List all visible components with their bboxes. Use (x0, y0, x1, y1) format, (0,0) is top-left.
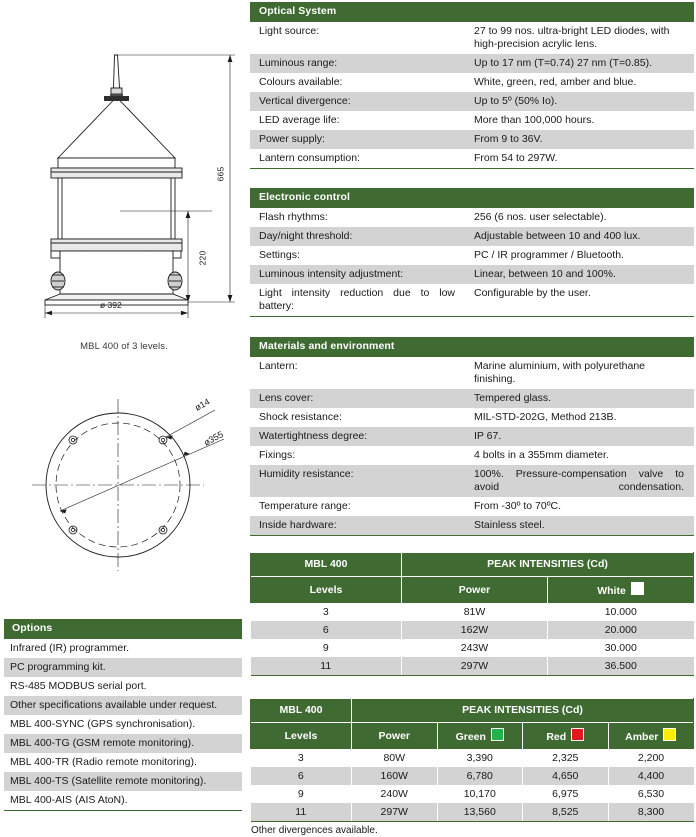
electronic-control-bottom-rule (250, 316, 694, 317)
spec-value: From 9 to 36V. (465, 130, 694, 149)
optical-system-bottom-rule (250, 168, 694, 169)
peak-intensities-header: PEAK INTENSITIES (Cd) (352, 699, 694, 723)
spec-key: Lantern: (250, 357, 465, 389)
cell-white: 10.000 (548, 603, 694, 621)
table-subheader-row (251, 577, 694, 604)
spec-value: 256 (6 nos. user selectable). (465, 208, 694, 227)
optical-system-table (250, 22, 694, 168)
table-row (250, 54, 694, 73)
cell-levels: 6 (251, 767, 352, 785)
table-row (250, 427, 694, 446)
materials-environment-title: Materials and environment (250, 337, 694, 357)
spec-key: Shock resistance: (250, 408, 465, 427)
spec-key: Light intensity reduction due to low battery: (250, 284, 465, 316)
table-row (250, 465, 694, 497)
materials-environment-block (250, 337, 694, 536)
spec-key: Light source: (250, 22, 465, 54)
cell-power: 160W (352, 767, 438, 785)
spec-value: IP 67. (465, 427, 694, 446)
option-item: PC programming kit. (4, 658, 242, 677)
table-row (250, 227, 694, 246)
options-title: Options (4, 619, 242, 639)
spec-value: White, green, red, amber and blue. (465, 73, 694, 92)
spec-value: MIL-STD-202G, Method 213B. (465, 408, 694, 427)
amber-swatch-icon (663, 728, 676, 741)
model-header: MBL 400 (251, 699, 352, 723)
option-item: MBL 400-TS (Satellite remote monitoring). (4, 772, 242, 791)
electronic-control-table (250, 208, 694, 316)
cell-white: 30.000 (548, 639, 694, 657)
spec-key: Flash rhythms: (250, 208, 465, 227)
amber-label: Amber (625, 731, 659, 743)
table-row (250, 92, 694, 111)
spec-value: More than 100,000 hours. (465, 111, 694, 130)
cell-red: 4,650 (523, 767, 609, 785)
levels-header: Levels (251, 577, 402, 604)
cell-power: 297W (352, 803, 438, 822)
table-row (251, 767, 694, 785)
dimension-total-height: 665 (215, 166, 226, 182)
table-row (250, 265, 694, 284)
plan-svg (0, 355, 248, 615)
spec-value: Marine aluminium, with polyurethane finishing. (465, 357, 694, 389)
cell-levels: 9 (251, 639, 402, 657)
white-label: White (597, 585, 626, 597)
green-swatch-icon (491, 728, 504, 741)
spec-key: Luminous range: (250, 54, 465, 73)
spec-key: Lens cover: (250, 389, 465, 408)
dimension-base-diameter: ø 392 (100, 300, 122, 310)
table-row (250, 284, 694, 316)
cell-power: 240W (352, 785, 438, 803)
option-item: RS-485 MODBUS serial port. (4, 677, 242, 696)
model-header: MBL 400 (251, 553, 402, 577)
spec-key: LED average life: (250, 111, 465, 130)
cell-power: 297W (402, 657, 548, 676)
materials-environment-table (250, 357, 694, 535)
cell-amber: 8,300 (608, 803, 694, 822)
dimension-body-height: 220 (197, 250, 208, 266)
elevation-svg (0, 0, 248, 330)
spec-value: From -30º to 70ºC. (465, 497, 694, 516)
table-row (250, 246, 694, 265)
white-header (548, 577, 694, 604)
cell-amber: 2,200 (608, 749, 694, 767)
spec-key: Watertightness degree: (250, 427, 465, 446)
divergences-note: Other divergences available. (251, 825, 378, 836)
green-label: Green (455, 731, 486, 743)
spec-key: Lantern consumption: (250, 149, 465, 168)
cell-green: 3,390 (437, 749, 523, 767)
cell-levels: 3 (251, 749, 352, 767)
table-row (250, 497, 694, 516)
cell-power: 162W (402, 621, 548, 639)
cell-power: 81W (402, 603, 548, 621)
option-item: MBL 400-SYNC (GPS synchronisation). (4, 715, 242, 734)
cell-amber: 6,530 (608, 785, 694, 803)
spec-key: Luminous intensity adjustment: (250, 265, 465, 284)
right-column (248, 0, 696, 836)
table-row (250, 357, 694, 389)
options-box (4, 619, 242, 811)
cell-white: 36.500 (548, 657, 694, 676)
option-item: Infrared (IR) programmer. (4, 639, 242, 658)
option-item: Other specifications available under request. (4, 696, 242, 715)
power-header: Power (352, 723, 438, 750)
cell-amber: 4,400 (608, 767, 694, 785)
table-header-row (251, 699, 694, 723)
table-row (251, 785, 694, 803)
table-row (251, 603, 694, 621)
spec-value: Stainless steel. (465, 516, 694, 535)
table-row (250, 446, 694, 465)
options-bottom-rule (4, 810, 242, 811)
cell-green: 6,780 (437, 767, 523, 785)
table-row (251, 749, 694, 767)
spec-value: Tempered glass. (465, 389, 694, 408)
spec-key: Temperature range: (250, 497, 465, 516)
lantern-plan-drawing (0, 355, 248, 615)
cell-levels: 6 (251, 621, 402, 639)
spec-key: Humidity resistance: (250, 465, 465, 497)
spec-value: From 54 to 297W. (465, 149, 694, 168)
peak-intensities-white-table (250, 552, 694, 676)
figure-caption: MBL 400 of 3 levels. (80, 341, 168, 352)
optical-system-title: Optical System (250, 2, 694, 22)
table-row (251, 639, 694, 657)
red-swatch-icon (571, 728, 584, 741)
spec-key: Power supply: (250, 130, 465, 149)
table-row (250, 130, 694, 149)
option-item: MBL 400-TG (GSM remote monitoring). (4, 734, 242, 753)
cell-levels: 11 (251, 657, 402, 676)
option-item: MBL 400-AIS (AIS AtoN). (4, 791, 242, 810)
spec-key: Inside hardware: (250, 516, 465, 535)
table-row (251, 803, 694, 822)
spec-value: Up to 17 nm (T=0.74) 27 nm (T=0.85). (465, 54, 694, 73)
cell-levels: 3 (251, 603, 402, 621)
spec-key: Colours available: (250, 73, 465, 92)
left-column (0, 0, 248, 821)
cell-power: 80W (352, 749, 438, 767)
spec-value: 4 bolts in a 355mm diameter. (465, 446, 694, 465)
red-header (523, 723, 609, 750)
options-list (4, 639, 242, 810)
table-row (250, 408, 694, 427)
spec-value: PC / IR programmer / Bluetooth. (465, 246, 694, 265)
plan-circle-dim-text: ø355 (202, 429, 225, 448)
amber-header (608, 723, 694, 750)
plan-hole-dim-text: ø14 (193, 396, 212, 413)
spec-value: 27 to 99 nos. ultra-bright LED diodes, with high-precision acrylic lens. (465, 22, 694, 54)
cell-green: 13,560 (437, 803, 523, 822)
spec-key: Settings: (250, 246, 465, 265)
table-row (250, 389, 694, 408)
lantern-elevation-drawing (0, 0, 248, 330)
spec-key: Vertical divergence: (250, 92, 465, 111)
table-header-row (251, 553, 694, 577)
table-row (250, 73, 694, 92)
spec-value: Adjustable between 10 and 400 lux. (465, 227, 694, 246)
electronic-control-title: Electronic control (250, 188, 694, 208)
white-swatch-icon (631, 582, 644, 595)
cell-power: 243W (402, 639, 548, 657)
cell-white: 20.000 (548, 621, 694, 639)
peak-intensities-header: PEAK INTENSITIES (Cd) (402, 553, 694, 577)
spec-key: Day/night threshold: (250, 227, 465, 246)
cell-levels: 9 (251, 785, 352, 803)
table-row (250, 208, 694, 227)
spec-value: 100%. Pressure-compensation valve to avoid condensation. (465, 465, 694, 497)
red-label: Red (546, 731, 567, 743)
table-row (251, 621, 694, 639)
spec-value: Up to 5º (50% Io). (465, 92, 694, 111)
table-row (250, 149, 694, 168)
materials-environment-bottom-rule (250, 535, 694, 536)
table-row (250, 22, 694, 54)
table-row (251, 657, 694, 676)
electronic-control-block (250, 188, 694, 317)
spec-key: Fixings: (250, 446, 465, 465)
table-subheader-row (251, 723, 694, 750)
power-header: Power (402, 577, 548, 604)
cell-red: 8,525 (523, 803, 609, 822)
cell-levels: 11 (251, 803, 352, 822)
spec-value: Linear, between 10 and 100%. (465, 265, 694, 284)
spec-value: Configurable by the user. (465, 284, 694, 316)
table-row (250, 111, 694, 130)
optical-system-block (250, 2, 694, 169)
peak-intensities-colours-table (250, 698, 694, 822)
levels-header: Levels (251, 723, 352, 750)
table-row (250, 516, 694, 535)
cell-red: 6,975 (523, 785, 609, 803)
cell-green: 10,170 (437, 785, 523, 803)
cell-red: 2,325 (523, 749, 609, 767)
green-header (437, 723, 523, 750)
option-item: MBL 400-TR (Radio remote monitoring). (4, 753, 242, 772)
